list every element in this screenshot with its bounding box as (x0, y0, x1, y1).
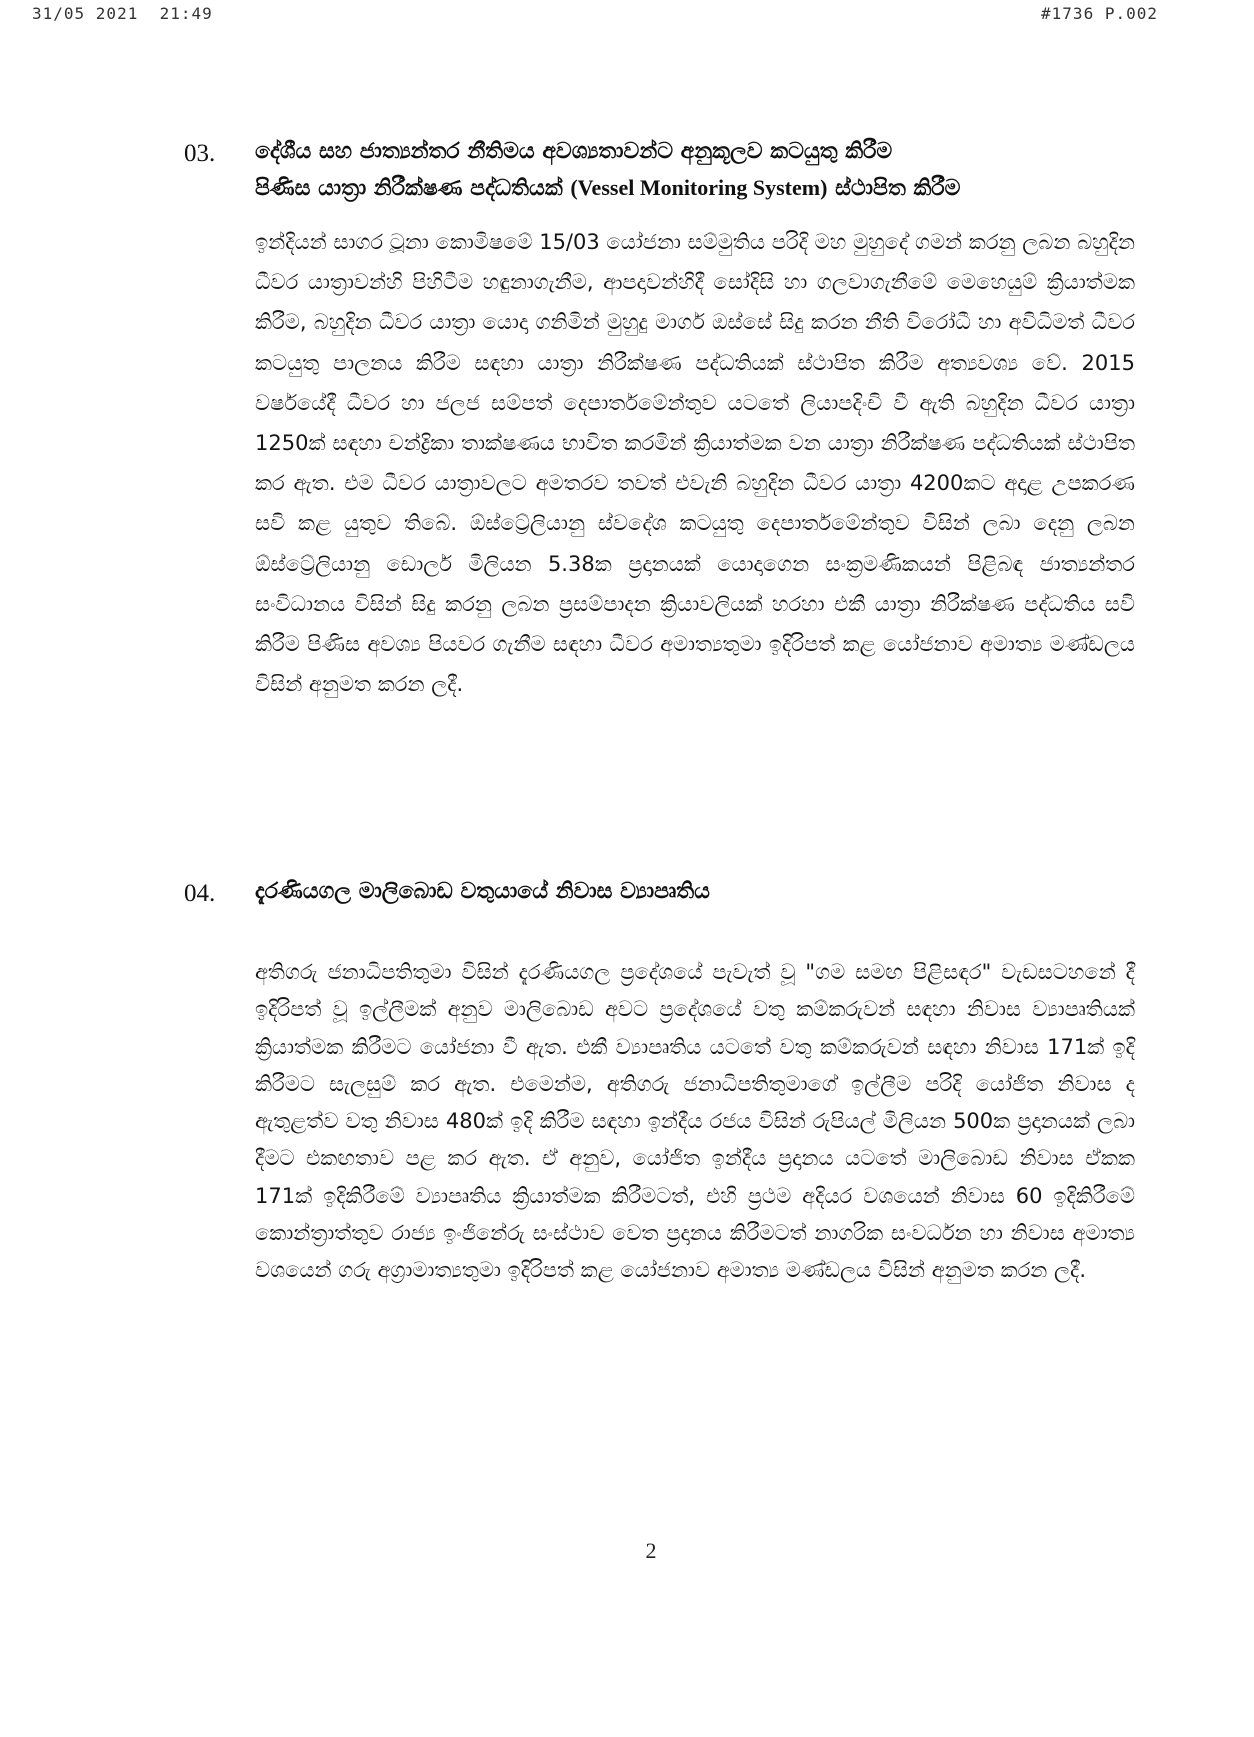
fax-time: 21:49 (159, 4, 213, 23)
fax-date: 31/05 2021 (32, 4, 139, 23)
page-number-value: 2 (645, 1538, 657, 1563)
section-title (255, 134, 1135, 207)
section-body: ඉන්දියන් සාගර ටූනා කොමිෂමේ 15/03 යෝජනා සම්මුතිය පරිදි මහ මුහුදේ ගමන් කරනු ලබන බහුදින ධීවර යාත්‍රාවන්හි පිහිටීම හඳුනාගැනීම, ආපදාවන්හිදී සෝදිසි හා ගලවාගැනීමේ මෙහෙයුම් ක්‍රියාත්මක කිරීම, බහුදින ධීවර යාත්‍රා යොදා ගනිමින් මුහුදු මාර්ග ඔස්සේ සිදු කරන නීති විරෝධී හා අවිධිමත් ධීවර කටයුතු පාලනය කිරීම සඳහා යාත්‍රා නිරීක්ෂණ පද්ධතියක් ස්ථාපිත කිරීම අත්‍යවශ්‍ය වේ. 2015 වර්ෂයේදී ධීවර හා ජලජ සම්පත් දෙපාර්තමේන්තුව යටතේ ලියාපදිංචි වී ඇති බහුදින ධීවර යාත්‍රා 1250ක් සඳහා චන්ද්‍රිකා තාක්ෂණය භාවිත කරමින් ක්‍රියාත්මක වන යාත්‍රා නිරීක්ෂණ පද්ධතියක් ස්ථාපිත කර ඇත. එම ධීවර යාත්‍රාවලට අමතරව තවත් එවැනි බහුදින ධීවර යාත්‍රා 4200කට අදාළ උපකරණ සවි කළ යුතුව තිබේ. ඕස්ට්‍රේලියානු ස්වදේශ කටයුතු දෙපාර්තමේන්තුව විසින් ලබා දෙනු ලබන ඕස්ට්‍රේලියානු ඩොලර් මිලියන 5.38ක ප්‍රදානයක් යොදාගෙන සංක්‍රමණිකයන් පිළිබඳ ජාත්‍යන්තර සංවිධානය විසින් සිදු කරනු ලබන ප්‍රසම්පාදන ක්‍රියාවලියක් හරහා එකී යාත්‍රා නිරීක්ෂණ පද්ධතිය සවි කිරීම පිණිස අවශ්‍ය පියවර ගැනීම සඳහා ධීවර අමාත්‍යතුමා ඉදිරිපත් කළ යෝජනාව අමාත්‍ය මණ්ඩලය විසින් අනුමත කරන ලදී. (255, 230, 1135, 697)
section-title-line-1: දැරණියගල මාලිබොඩ වතුයායේ නිවාස ව්‍යාපෘතිය (255, 879, 710, 904)
section-body: අතිගරු ජනාධිපතිතුමා විසින් දැරණියගල ප්‍රදේශයේ පැවැත් වූ "ගම සමඟ පිළිසඳර" වැඩසටහනේ දී ඉදිරිපත් වූ ඉල්ලීමක් අනුව මාලිබොඩ අවට ප්‍රදේශයේ වතු කම්කරුවන් සඳහා නිවාස ව්‍යාපෘතියක් ක්‍රියාත්මක කිරීමට යෝජනා වී ඇත. එකී ව්‍යාපෘතිය යටතේ වතු කම්කරුවන් සඳහා නිවාස 171ක් ඉදි කිරීමට සැලසුම් කර ඇත. එමෙන්ම, අතිගරු ජනාධිපතිතුමාගේ ඉල්ලීම පරිදි යෝජිත නිවාස ද ඇතුළත්ව වතු නිවාස 480ක් ඉදි කිරීම සඳහා ඉන්දීය රජය විසින් රුපියල් මිලියන 500ක ප්‍රදානයක් ලබා දීමට එකඟතාව පළ කර ඇත. ඒ අනුව, යෝජිත ඉන්දීය ප්‍රදානය යටතේ මාලිබොඩ නිවාස ඒකක 171ක් ඉදිකිරීමේ ව්‍යාපෘතිය ක්‍රියාත්මක කිරීමටත්, එහි ප්‍රථම අදියර වශයෙන් නිවාස 60 ඉදිකිරීමේ කොන්ත්‍රාත්තුව රාජ්‍ය ඉංජිනේරු සංස්ථාව වෙත ප්‍රදානය කිරීමටත් නාගරික සංවර්ධන හා නිවාස අමාත්‍ය වශයෙන් ගරු අග්‍රාමාත්‍යතුමා ඉදිරිපත් කළ යෝජනාව අමාත්‍ය මණ්ඩලය විසින් අනුමත කරන ලදී. (255, 960, 1135, 1283)
page-number (0, 1538, 1254, 1564)
fax-date-time (32, 4, 213, 23)
section-title-line-2 (255, 170, 1135, 207)
section-title-english: (Vessel Monitoring System) (570, 175, 828, 200)
fax-job-id: #1736 P.002 (1041, 4, 1158, 23)
section-number: 03. (184, 140, 216, 167)
section-title-line-1: දේශීය සහ ජාත්‍යන්තර නීතිමය අවශ්‍යතාවන්ට අනුකූලව කටයුතු කිරීම (255, 139, 893, 164)
section-title-end: ස්ථාපිත කිරීම (835, 176, 961, 201)
section-title (255, 874, 1135, 910)
section-number: 04. (184, 880, 216, 907)
section-title-sinhala: පිණිස යාත්‍රා නිරීක්ෂණ පද්ධතියක් (255, 176, 563, 201)
